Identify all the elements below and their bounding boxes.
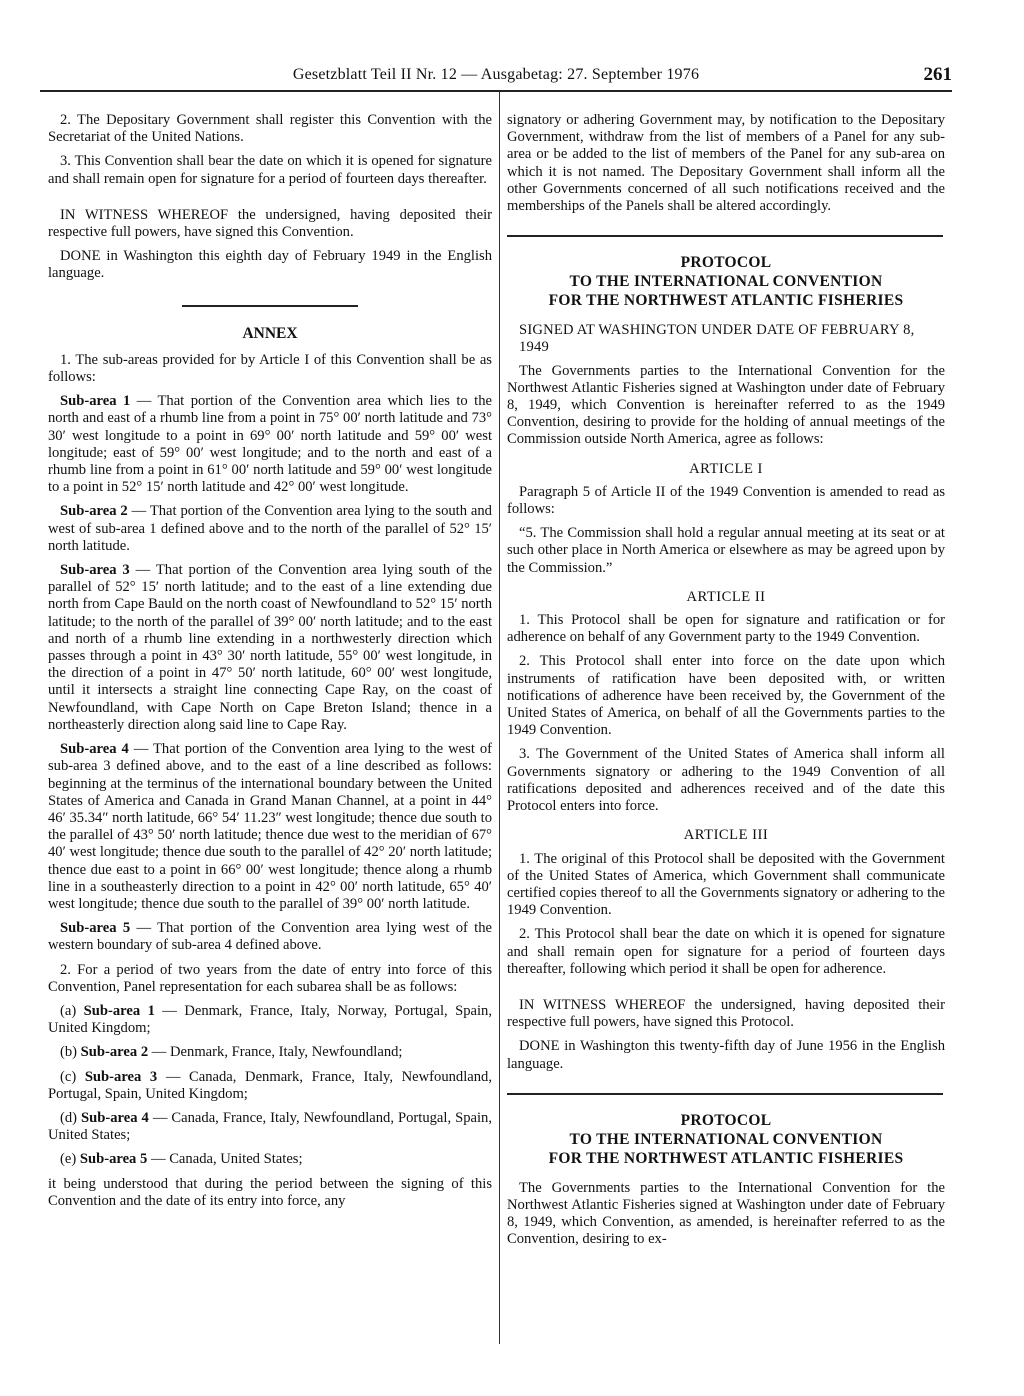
section-divider: [507, 1093, 943, 1095]
protocol-preamble: The Governments parties to the International Convention for the Northwest Atlantic Fisheries signed at Washington under date of February 8, 1949, which Convention is hereinafter referred to as the 1949 Convention, desiring to provide for the holding of annual meetings of the Commission outside North America, agree as follows:: [507, 362, 945, 448]
subarea-label: Sub-area 3: [84, 1068, 158, 1085]
running-header: [40, 64, 952, 92]
section-divider: [507, 235, 943, 237]
subarea-label: Sub-area 5: [60, 920, 131, 937]
subarea-label: Sub-area 3: [60, 562, 130, 579]
article-heading: ARTICLE I: [689, 460, 763, 477]
article-heading: ARTICLE III: [683, 827, 769, 844]
subarea-label: Sub-area 2: [60, 503, 128, 520]
subarea-label: Sub-area 1: [83, 1002, 155, 1019]
convention-witness-clause: IN WITNESS WHEREOF the undersigned, having deposited their respective full powers, have signed this Convention.: [48, 206, 492, 241]
subarea-label: Sub-area 5: [79, 1151, 148, 1168]
subarea-definition: [48, 920, 492, 954]
protocol-1956-heading: PROTOCOL TO THE INTERNATIONAL CONVENTION FOR THE NORTHWEST ATLANTIC FISHERIES: [548, 254, 904, 310]
subarea-text: — That portion of the Convention area lying west of the western boundary of sub-area 4 defined above.: [48, 920, 492, 954]
left-column: [48, 112, 492, 1217]
page-number: 261: [923, 64, 952, 85]
protocol-done-clause: DONE in Washington this twenty-fifth day of June 1956 in the English language.: [507, 1038, 945, 1072]
panel-entry: (e) Sub-area 5 — Canada, United States;: [60, 1151, 303, 1168]
section-divider: [182, 305, 358, 307]
panel-entry: (c) Sub-area 3 — Canada, Denmark, France, Italy, Newfoundland, Portugal, Spain, United Kingdom;: [48, 1068, 492, 1102]
panel-closing-text: it being understood that during the period between the signing of this Convention and the date of its entry into force, any: [48, 1175, 492, 1209]
article-heading: ARTICLE II: [686, 588, 766, 605]
article-3-para-2: 2. This Protocol shall bear the date on which it is opened for signature and shall remain open for signature for a period of fourteen days thereafter, following which period it shall be open for adherence.: [507, 926, 945, 977]
annex-intro: 1. The sub-areas provided for by Article I of this Convention shall be as follows:: [48, 351, 492, 386]
article-2-para-2: 2. This Protocol shall enter into force on the date upon which instruments of ratification have been deposited with, or written notifications of adherence have been received by, the Government of the United States of America, on behalf of all the Governments parties to the 1949 Convention.: [507, 653, 945, 739]
protocol-2-heading: PROTOCOL TO THE INTERNATIONAL CONVENTION FOR THE NORTHWEST ATLANTIC FISHERIES: [548, 1111, 904, 1167]
protocol-signed-line: SIGNED AT WASHINGTON UNDER DATE OF FEBRUARY 8, 1949: [519, 322, 915, 356]
convention-article-para-3: 3. This Convention shall bear the date on which it is opened for signature and shall remain open for signature for a period of fourteen days thereafter.: [48, 153, 492, 187]
subarea-definition: [48, 562, 492, 734]
article-2-para-1: 1. This Protocol shall be open for signature and ratification or for adherence on behalf of any Government party to the 1949 Convention.: [507, 612, 945, 646]
article-2-para-3: 3. The Government of the United States of America shall inform all Governments signatory or adhering to the 1949 Convention of all ratifications deposited and adherences received and of the date this Protocol enters into force.: [507, 746, 945, 815]
panel-representation-intro: 2. For a period of two years from the date of entry into force of this Convention, Panel representation for each subarea shall be as follows:: [48, 961, 492, 995]
panel-entry: (d) Sub-area 4 — Canada, France, Italy, Newfoundland, Portugal, Spain, United States;: [48, 1109, 492, 1144]
gazette-title: Gesetzblatt Teil II Nr. 12 — Ausgabetag: 27. September 1976: [292, 66, 700, 83]
subarea-label: Sub-area 4: [60, 741, 129, 758]
convention-done-clause: DONE in Washington this eighth day of February 1949 in the English language.: [48, 248, 492, 282]
protocol-2-preamble: The Governments parties to the International Convention for the Northwest Atlantic Fisheries signed at Washington under date of February 8, 1949, which Convention, as amended, is hereinafter referred to as the Convention, desiring to ex-: [507, 1179, 945, 1248]
subarea-definition: [48, 741, 492, 913]
right-column: [507, 112, 945, 1256]
panel-entry: (a) Sub-area 1 — Denmark, France, Italy, Norway, Portugal, Spain, United Kingdom;: [48, 1002, 492, 1037]
subarea-text: — That portion of the Convention area lying south of the parallel of 52° 15′ north latitude; and to the east of a line extending due north from Cape Bauld on the north coast of Newfoundland to 52° 15′ north latitude; to the north of the parallel of 39° 00′ north latitude; and to the east and north of a rhumb line extending in a northwesterly direction which passes through a point in 43° 30′ north latitude, 55° 00′ west longitude, in the direction of a point in 47° 50′ north latitude, 60° 00′ west longitude, until it intersects a straight line connecting Cape Ray, on the coast of Newfoundland, with Cape North on Cape Breton Island; thence in a northeasterly direction along said line to Cape Ray.: [48, 562, 492, 733]
protocol-witness-clause: IN WITNESS WHEREOF the undersigned, having deposited their respective full powers, have signed this Protocol.: [507, 996, 945, 1031]
subarea-definition: [48, 503, 492, 555]
subarea-label: Sub-area 4: [81, 1109, 149, 1126]
subarea-definition: [48, 393, 492, 496]
article-3-para-1: 1. The original of this Protocol shall be deposited with the Government of the United States of America, which Government shall communicate certified copies thereof to all the Governments signatory or adhering to the 1949 Convention.: [507, 850, 945, 919]
panel-continuation: signatory or adhering Government may, by notification to the Depositary Government, withdraw from the list of members of a Panel for any sub-area or be added to the list of members of the Panel for any sub-area on which it is not named. The Depositary Government shall inform all the other Governments concerned of all such notifications received and the memberships of the Panels shall be altered accordingly.: [507, 112, 945, 215]
panel-entry: (b) Sub-area 2 — Denmark, France, Italy, Newfoundland;: [60, 1044, 403, 1061]
article-1-quote: “5. The Commission shall hold a regular annual meeting at its seat or at such other place in North America or elsewhere as may be agreed upon by the Commission.”: [507, 525, 945, 576]
subarea-text: — That portion of the Convention area lying to the south and west of sub-area 1 defined above and to the north of the parallel of 52° 15′ north latitude.: [48, 503, 492, 554]
subarea-label: Sub-area 2: [80, 1044, 149, 1061]
subarea-text: — That portion of the Convention area which lies to the north and east of a rhumb line from a point in 75° 00′ north latitude and 73° 30′ west longitude to a point in 69° 00′ north latitude and 59° 00′ west longitude; east of 59° 00′ west longitude; and to the north and east of a rhumb line from a point in 61° 00′ north latitude and 59° 00′ west longitude to a point in 52° 15′ north latitude and 42° 00′ west longitude.: [48, 393, 492, 496]
subarea-text: — That portion of the Convention area lying to the west of sub-area 3 defined above, and to the east of a line described as follows: beginning at the terminus of the international boundary between the United States of America and Canada in Grand Manan Channel, at a point in 44° 46′ 35.34″ north latitude, 66° 54′ 11.23″ west longitude; thence due south to the parallel of 43° 50′ north latitude; thence due west to the meridian of 67° 40′ west longitude; thence due south to the parallel of 42° 20′ north latitude; thence due east to a point in 66° 00′ west longitude; thence along a rhumb line in a southeasterly direction to a point in 42° 00′ north latitude, 65° 40′ west longitude; thence due south to the parallel of 39° 00′ north latitude.: [48, 741, 492, 912]
annex-heading: ANNEX: [242, 324, 298, 342]
convention-article-para-2: 2. The Depositary Government shall register this Convention with the Secretariat of the United Nations.: [48, 112, 492, 146]
subarea-label: Sub-area 1: [60, 393, 131, 410]
column-divider: [499, 92, 500, 1344]
article-1-para: Paragraph 5 of Article II of the 1949 Convention is amended to read as follows:: [507, 483, 945, 518]
